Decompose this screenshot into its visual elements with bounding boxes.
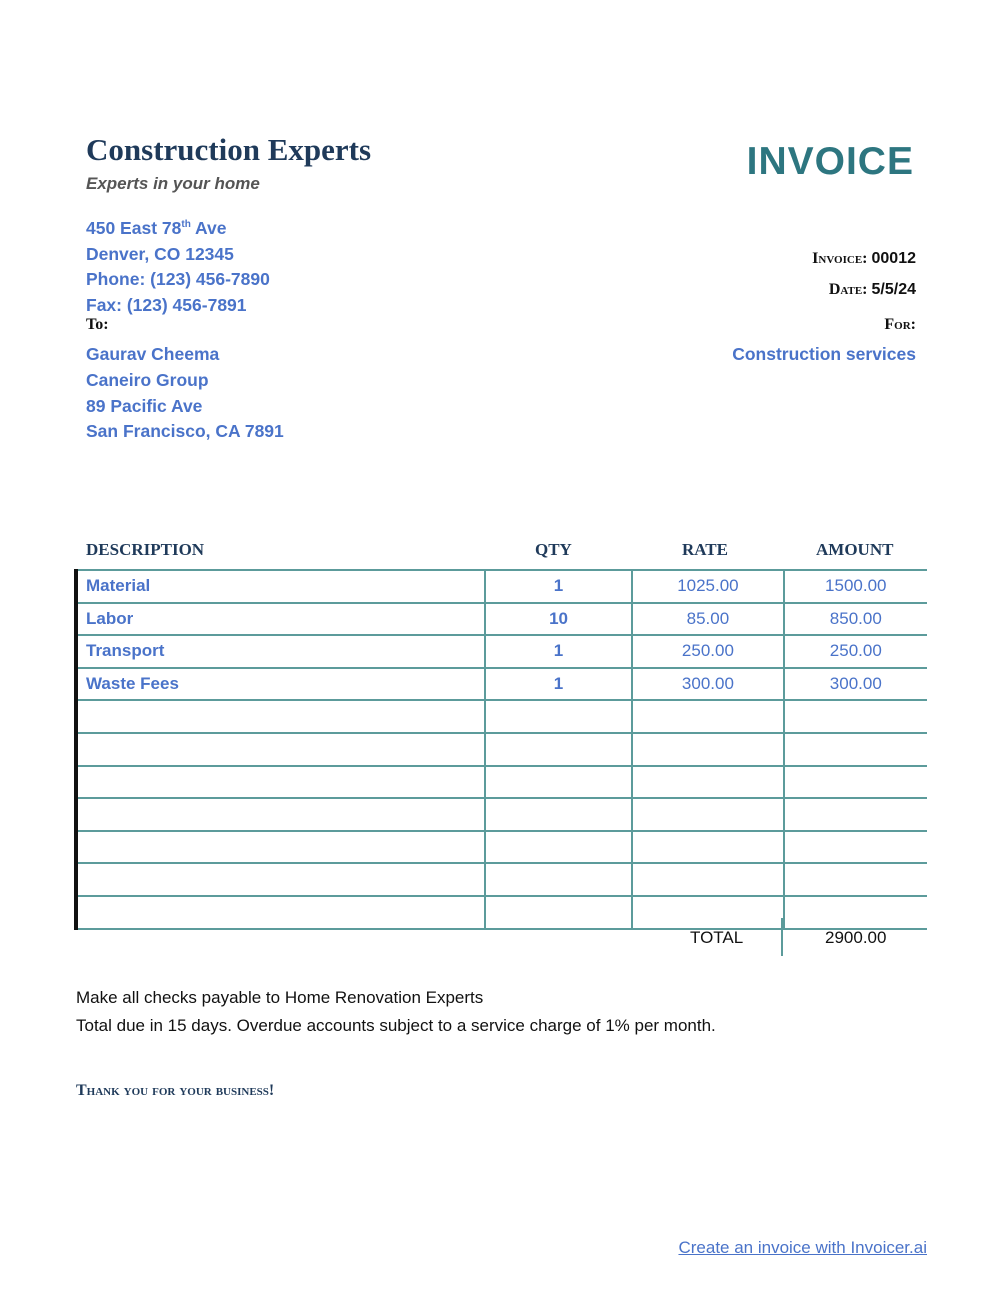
bill-to-city: San Francisco, CA 7891 <box>86 421 284 442</box>
bill-to-label: To: <box>86 316 109 333</box>
terms-note: Total due in 15 days. Overdue accounts subject to a service charge of 1% per month. <box>76 1016 716 1035</box>
row-rate <box>632 700 783 733</box>
company-tagline: Experts in your home <box>86 174 260 193</box>
invoice-title: INVOICE <box>746 140 914 183</box>
row-description <box>76 700 485 733</box>
table-row <box>76 896 927 929</box>
row-amount <box>784 766 927 799</box>
company-address-block <box>86 212 270 319</box>
row-description <box>76 733 485 766</box>
table-row <box>76 831 927 864</box>
thank-you-note: Thank you for your business! <box>76 1082 275 1099</box>
row-qty <box>485 700 633 733</box>
row-rate <box>632 863 783 896</box>
row-qty <box>485 766 633 799</box>
row-description <box>76 831 485 864</box>
row-rate <box>632 733 783 766</box>
row-qty <box>485 863 633 896</box>
row-rate: 250.00 <box>632 635 783 668</box>
line-items-body <box>76 570 927 929</box>
bill-to-street: 89 Pacific Ave <box>86 395 203 416</box>
row-description <box>76 766 485 799</box>
bill-to-name: Gaurav Cheema <box>86 344 220 364</box>
row-rate <box>632 831 783 864</box>
row-qty: 1 <box>485 570 633 603</box>
company-phone: Phone: (123) 456-7890 <box>86 269 270 290</box>
row-amount: 250.00 <box>784 635 927 668</box>
table-row <box>76 603 927 636</box>
header-amount: AMOUNT <box>816 540 894 559</box>
row-description <box>76 798 485 831</box>
row-qty: 1 <box>485 635 633 668</box>
table-row <box>76 668 927 701</box>
row-amount <box>784 863 927 896</box>
table-row <box>76 733 927 766</box>
row-description: Transport <box>76 635 485 668</box>
table-row <box>76 570 927 603</box>
row-description <box>76 863 485 896</box>
invoicer-link[interactable]: Create an invoice with Invoicer.ai <box>678 1238 927 1257</box>
company-name: Construction Experts <box>86 132 372 167</box>
table-row <box>76 798 927 831</box>
invoice-number-line <box>812 250 916 268</box>
row-qty <box>485 733 633 766</box>
row-rate <box>632 896 783 929</box>
row-amount <box>784 733 927 766</box>
invoice-date-value: 5/5/24 <box>871 281 916 298</box>
payable-note: Make all checks payable to Home Renovation Experts <box>76 988 484 1007</box>
table-row <box>76 700 927 733</box>
row-qty <box>485 798 633 831</box>
header-rate: RATE <box>682 540 728 559</box>
row-description <box>76 896 485 929</box>
row-qty <box>485 831 633 864</box>
row-rate: 1025.00 <box>632 570 783 603</box>
company-city: Denver, CO 12345 <box>86 243 234 264</box>
invoice-number-label: Invoice: <box>812 250 868 267</box>
company-fax: Fax: (123) 456-7891 <box>86 295 247 316</box>
row-description: Waste Fees <box>76 668 485 701</box>
street-ordinal: th <box>181 219 191 230</box>
invoice-date-line <box>829 281 916 299</box>
row-amount: 1500.00 <box>784 570 927 603</box>
row-rate: 85.00 <box>632 603 783 636</box>
row-description: Labor <box>76 603 485 636</box>
row-amount <box>784 700 927 733</box>
table-row <box>76 635 927 668</box>
row-rate: 300.00 <box>632 668 783 701</box>
row-qty: 1 <box>485 668 633 701</box>
table-row <box>76 766 927 799</box>
row-description: Material <box>76 570 485 603</box>
bill-to-block <box>86 342 284 445</box>
row-amount <box>784 831 927 864</box>
company-street <box>86 212 270 242</box>
total-value: 2900.00 <box>825 928 887 947</box>
bill-to-company: Caneiro Group <box>86 369 209 390</box>
row-rate <box>632 766 783 799</box>
row-amount <box>784 798 927 831</box>
header-description: DESCRIPTION <box>86 540 205 559</box>
invoice-number-value: 00012 <box>871 250 916 267</box>
total-divider <box>781 918 783 956</box>
for-label: For: <box>884 316 916 333</box>
street-main: 450 East 78 <box>86 217 182 238</box>
total-label: TOTAL <box>690 928 744 947</box>
row-qty <box>485 896 633 929</box>
line-items-table <box>74 569 927 930</box>
row-rate <box>632 798 783 831</box>
table-row <box>76 863 927 896</box>
invoice-date-label: Date: <box>828 281 868 298</box>
row-amount: 850.00 <box>784 603 927 636</box>
row-qty: 10 <box>485 603 633 636</box>
street-suffix: Ave <box>190 217 227 238</box>
header-qty: QTY <box>535 540 572 559</box>
row-amount: 300.00 <box>784 668 927 701</box>
row-amount <box>784 896 927 929</box>
for-value: Construction services <box>732 344 916 364</box>
